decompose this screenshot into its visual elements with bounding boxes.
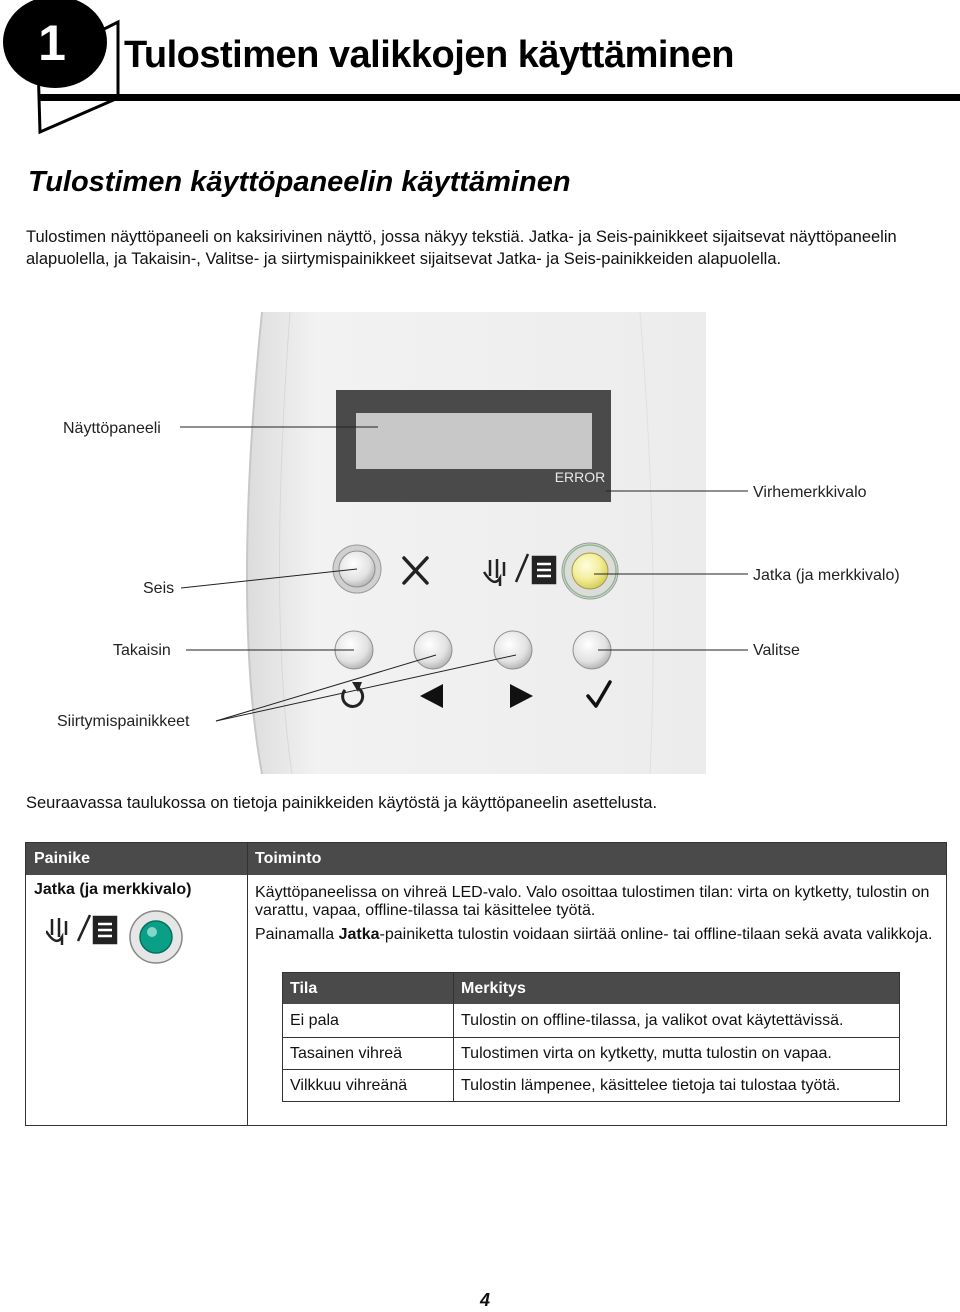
function-description-2	[255, 926, 935, 944]
header-toiminto: Toiminto	[255, 850, 322, 867]
status-table-header	[283, 973, 899, 1004]
go-button[interactable]	[572, 553, 608, 589]
nav-callout-label: Siirtymispainikkeet	[57, 713, 190, 730]
printer-panel-body	[247, 312, 706, 774]
right-arrow-button[interactable]	[494, 631, 532, 669]
status-table	[282, 972, 900, 1102]
meaning-cell: Tulostin on offline-tilassa, ja valikot ovat käytettävissä.	[461, 1012, 844, 1029]
chapter-number: 1	[38, 15, 66, 71]
stop-callout-label: Seis	[143, 580, 175, 597]
table-row	[283, 1005, 899, 1037]
chapter-title: Tulostimen valikkojen käyttäminen	[124, 34, 734, 76]
left-arrow-button[interactable]	[414, 631, 452, 669]
select-callout-label: Valitse	[753, 642, 800, 659]
error-text: ERROR	[554, 469, 606, 485]
header-tila: Tila	[290, 980, 318, 997]
section-title: Tulostimen käyttöpaneelin käyttäminen	[28, 166, 571, 198]
go-callout-label: Jatka (ja merkkivalo)	[753, 567, 900, 584]
back-callout-label: Takaisin	[113, 642, 171, 659]
chapter-number-badge	[0, 0, 130, 140]
page-number: 4	[480, 1290, 491, 1310]
status-cell: Ei pala	[290, 1012, 339, 1029]
meaning-cell: Tulostin lämpenee, käsittelee tietoja tai tulostaa työtä.	[461, 1077, 841, 1094]
green-led-icon	[140, 921, 172, 953]
status-cell: Tasainen vihreä	[290, 1045, 403, 1062]
go-menu-icon	[46, 915, 116, 945]
error-light-callout-label: Virhemerkkivalo	[753, 484, 867, 501]
status-cell: Vilkkuu vihreänä	[290, 1077, 408, 1094]
table-intro-paragraph: Seuraavassa taulukossa on tietoja painikkeiden käytöstä ja käyttöpaneelin asettelusta.	[26, 794, 658, 812]
table-row	[283, 1069, 899, 1102]
button-table-header	[26, 843, 946, 875]
meaning-cell: Tulostimen virta on kytketty, mutta tulostin on vapaa.	[461, 1045, 832, 1062]
display-callout-label: Näyttöpaneeli	[63, 420, 161, 437]
control-panel-illustration	[0, 310, 960, 776]
header-painike: Painike	[34, 850, 91, 867]
function-description: Käyttöpaneelissa on vihreä LED-valo. Valo osoittaa tulostimen tilan: virta on kytketty, tulostin on varattu, vapaa, offline-tilassa tai käsittelee työtä.	[255, 884, 930, 919]
intro-paragraph: Tulostimen näyttöpaneeli on kaksirivinen näyttö, jossa näkyy tekstiä. Jatka- ja Seis-painikkeet sijaitsevat näyttöpaneelin alapuolella, ja Takaisin-, Valitse- ja siirtymispainikkeet sijaitsevat Jatka- ja Seis-painikkeiden alapuolella.	[26, 228, 897, 268]
desc2-suffix: -painiketta tulostin voidaan siirtää online- tai offline-tilaan sekä avata valikkoja.	[379, 926, 933, 943]
go-button-icon-group	[46, 909, 206, 967]
header-rule	[40, 94, 960, 101]
desc2-bold: Jatka	[338, 926, 380, 943]
desc2-prefix: Painamalla	[255, 926, 339, 943]
button-name: Jatka (ja merkkivalo)	[34, 881, 192, 898]
table-row	[283, 1037, 899, 1070]
display-screen	[356, 413, 592, 469]
header-merkitys: Merkitys	[461, 980, 526, 997]
